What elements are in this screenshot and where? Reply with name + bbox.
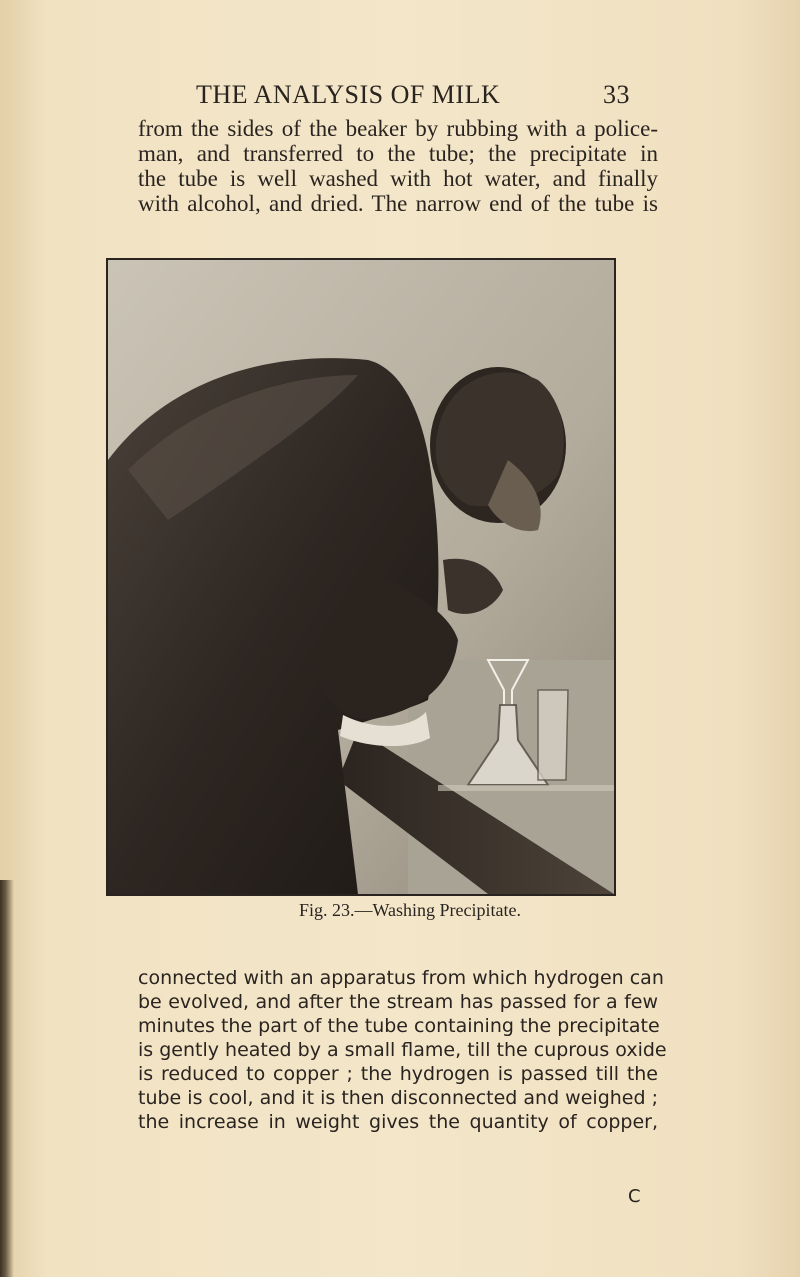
running-header	[196, 80, 630, 116]
text-line: the tube is well washed with hot water, and finally	[138, 166, 658, 191]
text-line: be evolved, and after the stream has passed for a few	[138, 991, 658, 1013]
paragraph-bottom	[138, 966, 667, 1134]
figure-photograph	[106, 258, 616, 896]
spine-shadow	[0, 880, 14, 1277]
page-number: 33	[603, 80, 630, 109]
running-title: THE ANALYSIS OF MILK	[196, 80, 501, 109]
signature-mark: C	[628, 1186, 641, 1207]
paragraph-top	[138, 116, 658, 216]
text-line: is reduced to copper ; the hydrogen is passed till the	[138, 1063, 658, 1085]
text-line: connected with an apparatus from which hydrogen can	[138, 967, 664, 989]
text-line: is gently heated by a small flame, till the cuprous oxide	[138, 1039, 667, 1061]
text-line: minutes the part of the tube containing the precipitate	[138, 1015, 660, 1037]
figure-caption: Fig. 23.—Washing Precipitate.	[298, 900, 522, 920]
text-line: the increase in weight gives the quantity of copper,	[138, 1111, 658, 1133]
text-line: man, and transferred to the tube; the precipitate in	[138, 141, 658, 166]
text-line: from the sides of the beaker by rubbing with a police-	[138, 116, 658, 141]
text-line: with alcohol, and dried. The narrow end of the tube is	[138, 191, 658, 216]
photo-illustration	[108, 260, 614, 894]
text-line: tube is cool, and it is then disconnected and weighed ;	[138, 1087, 658, 1109]
